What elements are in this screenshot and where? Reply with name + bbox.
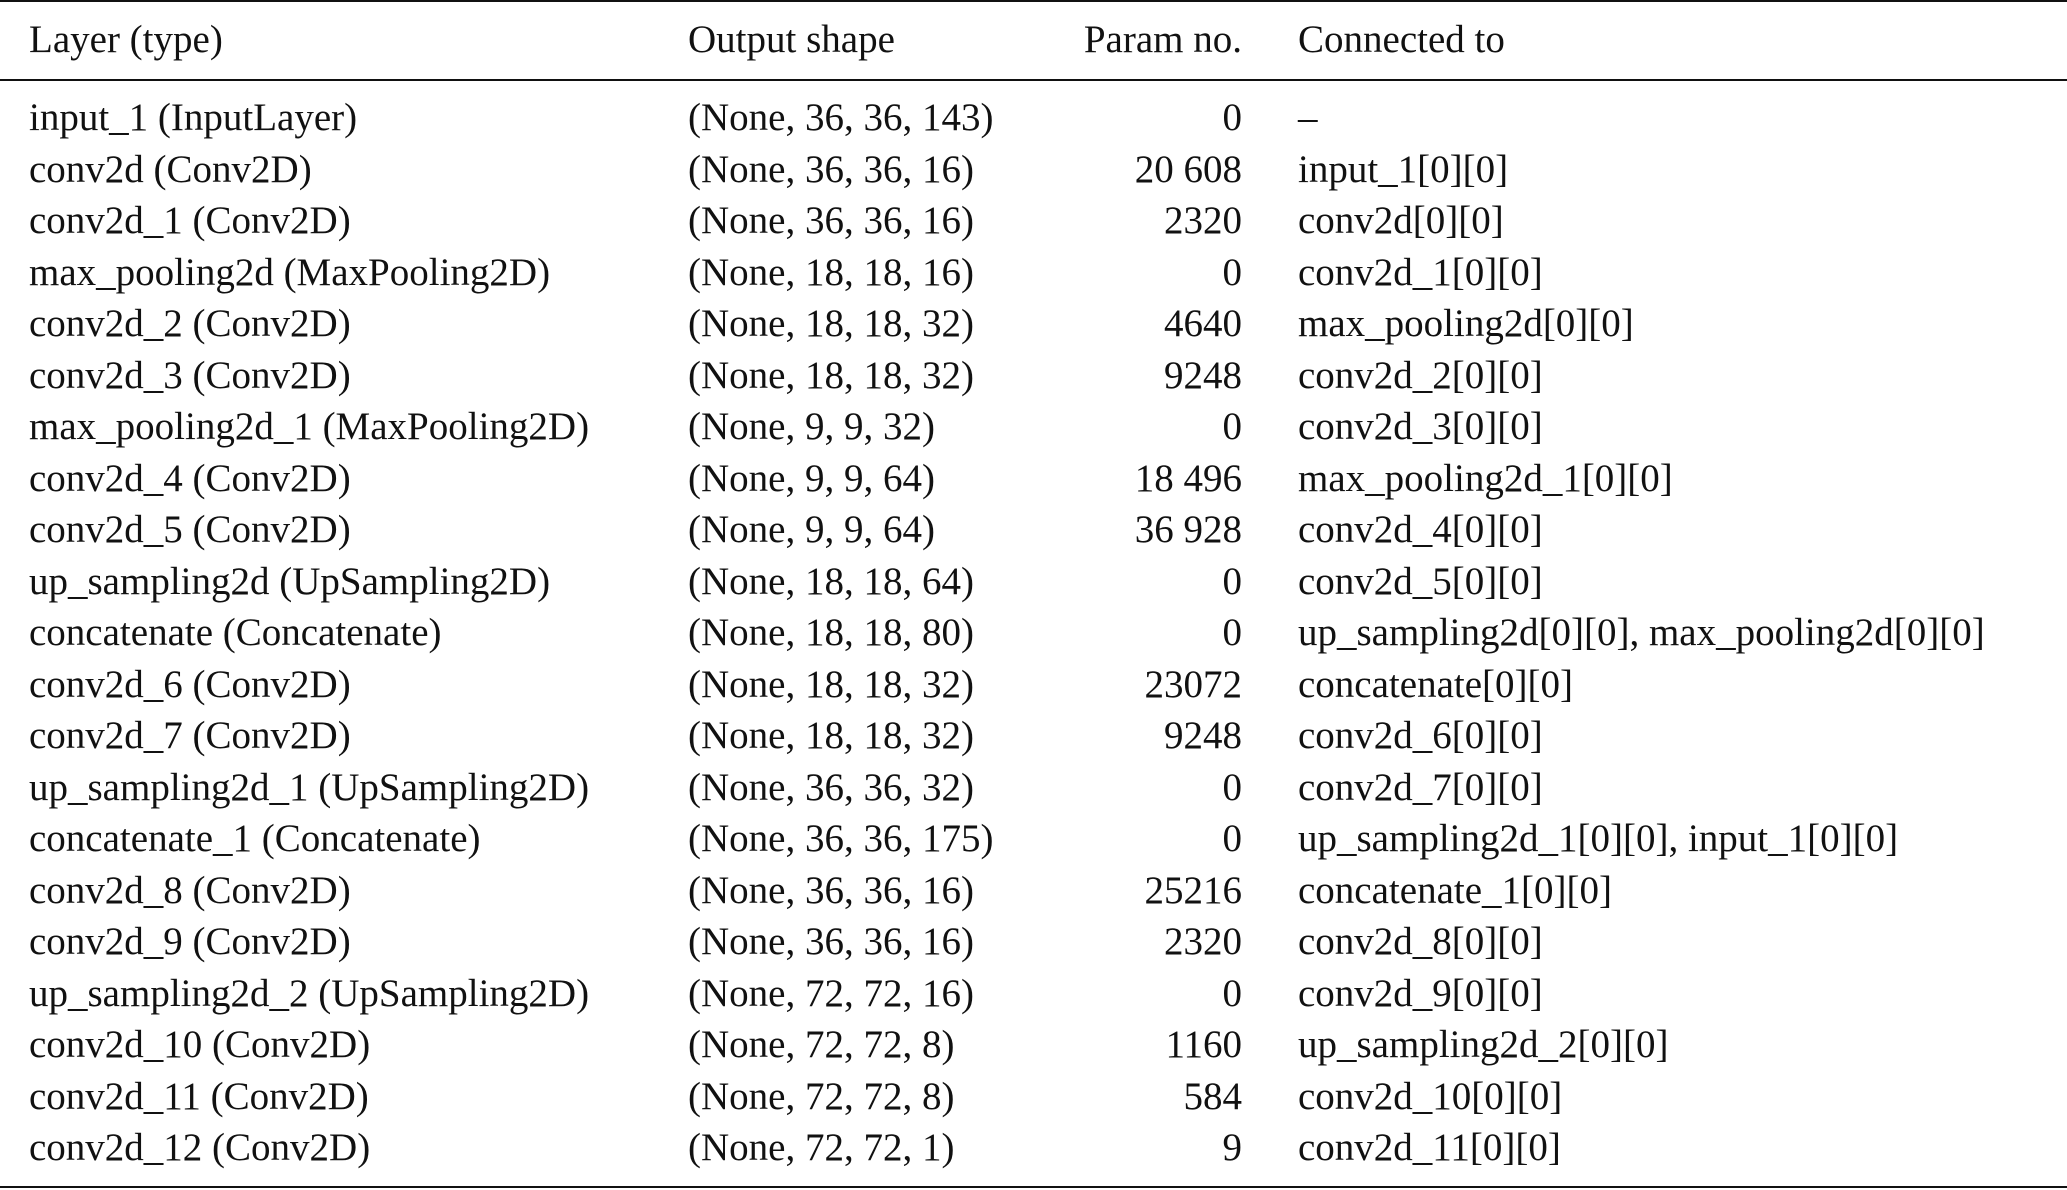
cell-output-shape: (None, 18, 18, 80) bbox=[688, 611, 974, 654]
cell-output-shape: (None, 72, 72, 16) bbox=[688, 971, 974, 1015]
cell-layer: concatenate (Concatenate) bbox=[29, 611, 442, 654]
cell-output-shape: (None, 36, 36, 16) bbox=[688, 147, 974, 191]
cell-connected-to: conv2d_10[0][0] bbox=[1298, 1074, 1563, 1118]
table-row bbox=[0, 350, 2067, 401]
table-row bbox=[0, 247, 2067, 298]
header-output-shape: Output shape bbox=[688, 18, 895, 61]
table-row bbox=[0, 1122, 2067, 1173]
cell-layer: conv2d_5 (Conv2D) bbox=[29, 508, 351, 551]
cell-connected-to: concatenate_1[0][0] bbox=[1298, 868, 1612, 912]
cell-layer: conv2d_12 (Conv2D) bbox=[29, 1126, 371, 1169]
cell-param-count: 0 bbox=[1222, 96, 1242, 139]
table-row bbox=[0, 916, 2067, 967]
cell-output-shape: (None, 72, 72, 8) bbox=[688, 1074, 955, 1118]
cell-output-shape: (None, 18, 18, 32) bbox=[688, 302, 974, 345]
table-row bbox=[0, 92, 2067, 143]
cell-layer: input_1 (InputLayer) bbox=[29, 96, 358, 139]
table-row bbox=[0, 813, 2067, 864]
table-row bbox=[0, 968, 2067, 1019]
cell-connected-to: conv2d_3[0][0] bbox=[1298, 405, 1543, 448]
cell-output-shape: (None, 36, 36, 175) bbox=[688, 817, 994, 860]
cell-connected-to: – bbox=[1298, 96, 1318, 139]
cell-connected-to: conv2d_9[0][0] bbox=[1298, 971, 1543, 1015]
cell-connected-to: conv2d_4[0][0] bbox=[1298, 508, 1543, 551]
cell-output-shape: (None, 72, 72, 8) bbox=[688, 1023, 955, 1066]
cell-layer: concatenate_1 (Concatenate) bbox=[29, 817, 481, 860]
cell-connected-to: max_pooling2d[0][0] bbox=[1298, 302, 1634, 345]
header-param-count: Param no. bbox=[1083, 18, 1242, 61]
top-rule bbox=[0, 0, 2067, 2]
cell-layer: up_sampling2d_1 (UpSampling2D) bbox=[29, 765, 590, 809]
header-connected-to: Connected to bbox=[1298, 18, 1505, 61]
table-row bbox=[0, 762, 2067, 813]
cell-param-count: 0 bbox=[1222, 971, 1242, 1015]
cell-layer: conv2d_8 (Conv2D) bbox=[29, 868, 351, 912]
cell-layer: up_sampling2d_2 (UpSampling2D) bbox=[29, 971, 590, 1015]
cell-layer: up_sampling2d (UpSampling2D) bbox=[29, 559, 551, 603]
cell-param-count: 0 bbox=[1222, 250, 1242, 294]
cell-output-shape: (None, 9, 9, 64) bbox=[688, 456, 935, 500]
cell-layer: conv2d_2 (Conv2D) bbox=[29, 302, 351, 345]
cell-output-shape: (None, 18, 18, 16) bbox=[688, 250, 974, 294]
cell-connected-to: conv2d_1[0][0] bbox=[1298, 250, 1543, 294]
cell-layer: conv2d_10 (Conv2D) bbox=[29, 1023, 371, 1066]
cell-param-count: 36 928 bbox=[1134, 508, 1242, 551]
cell-output-shape: (None, 18, 18, 64) bbox=[688, 559, 974, 603]
cell-param-count: 25216 bbox=[1144, 868, 1242, 912]
cell-param-count: 0 bbox=[1222, 559, 1242, 603]
cell-param-count: 9248 bbox=[1164, 353, 1242, 397]
cell-layer: conv2d_4 (Conv2D) bbox=[29, 456, 351, 500]
cell-output-shape: (None, 36, 36, 16) bbox=[688, 199, 974, 242]
cell-connected-to: conv2d_2[0][0] bbox=[1298, 353, 1543, 397]
cell-output-shape: (None, 36, 36, 143) bbox=[688, 96, 994, 139]
cell-param-count: 4640 bbox=[1164, 302, 1242, 345]
cell-connected-to: conv2d_6[0][0] bbox=[1298, 714, 1543, 757]
cell-param-count: 1160 bbox=[1165, 1023, 1242, 1066]
cell-connected-to: max_pooling2d_1[0][0] bbox=[1298, 456, 1673, 500]
bottom-rule bbox=[0, 1186, 2067, 1188]
header-rule bbox=[0, 79, 2067, 81]
table-row bbox=[0, 1019, 2067, 1070]
cell-param-count: 20 608 bbox=[1134, 147, 1242, 191]
cell-output-shape: (None, 9, 9, 64) bbox=[688, 508, 935, 551]
cell-connected-to: up_sampling2d[0][0], max_pooling2d[0][0] bbox=[1298, 611, 1985, 654]
cell-param-count: 0 bbox=[1222, 765, 1242, 809]
cell-connected-to: conv2d[0][0] bbox=[1298, 199, 1504, 242]
cell-layer: conv2d_3 (Conv2D) bbox=[29, 353, 351, 397]
table-row bbox=[0, 1071, 2067, 1122]
table-row bbox=[0, 710, 2067, 761]
cell-output-shape: (None, 36, 36, 16) bbox=[688, 868, 974, 912]
cell-output-shape: (None, 36, 36, 16) bbox=[688, 920, 974, 963]
cell-layer: conv2d_9 (Conv2D) bbox=[29, 920, 351, 963]
cell-output-shape: (None, 18, 18, 32) bbox=[688, 714, 974, 757]
table-row bbox=[0, 556, 2067, 607]
cell-layer: conv2d_1 (Conv2D) bbox=[29, 199, 351, 242]
cell-connected-to: up_sampling2d_1[0][0], input_1[0][0] bbox=[1298, 817, 1899, 860]
cell-output-shape: (None, 36, 36, 32) bbox=[688, 765, 974, 809]
cell-layer: conv2d (Conv2D) bbox=[29, 147, 312, 191]
cell-layer: conv2d_7 (Conv2D) bbox=[29, 714, 351, 757]
cell-layer: max_pooling2d (MaxPooling2D) bbox=[29, 250, 551, 294]
cell-param-count: 2320 bbox=[1164, 920, 1242, 963]
cell-output-shape: (None, 18, 18, 32) bbox=[688, 353, 974, 397]
cell-connected-to: input_1[0][0] bbox=[1298, 147, 1509, 191]
cell-connected-to: up_sampling2d_2[0][0] bbox=[1298, 1023, 1669, 1066]
table-row bbox=[0, 298, 2067, 349]
cell-connected-to: conv2d_8[0][0] bbox=[1298, 920, 1543, 963]
cell-param-count: 584 bbox=[1183, 1074, 1242, 1118]
cell-param-count: 18 496 bbox=[1134, 456, 1242, 500]
cell-layer: conv2d_11 (Conv2D) bbox=[29, 1074, 369, 1118]
cell-connected-to: conv2d_11[0][0] bbox=[1298, 1126, 1561, 1169]
table-row bbox=[0, 453, 2067, 504]
table-row bbox=[0, 607, 2067, 658]
cell-connected-to: conv2d_5[0][0] bbox=[1298, 559, 1543, 603]
cell-connected-to: conv2d_7[0][0] bbox=[1298, 765, 1543, 809]
header-layer: Layer (type) bbox=[29, 18, 223, 61]
cell-output-shape: (None, 9, 9, 32) bbox=[688, 405, 935, 448]
cell-param-count: 0 bbox=[1222, 817, 1242, 860]
cell-output-shape: (None, 18, 18, 32) bbox=[688, 662, 974, 706]
table-row bbox=[0, 659, 2067, 710]
cell-layer: max_pooling2d_1 (MaxPooling2D) bbox=[29, 405, 590, 448]
cell-param-count: 0 bbox=[1222, 405, 1242, 448]
cell-param-count: 0 bbox=[1222, 611, 1242, 654]
table-row bbox=[0, 865, 2067, 916]
header-row bbox=[0, 14, 2067, 65]
cell-param-count: 9 bbox=[1222, 1126, 1242, 1169]
cell-output-shape: (None, 72, 72, 1) bbox=[688, 1126, 955, 1169]
cell-connected-to: concatenate[0][0] bbox=[1298, 662, 1573, 706]
table-row bbox=[0, 144, 2067, 195]
cell-param-count: 9248 bbox=[1164, 714, 1242, 757]
cell-param-count: 2320 bbox=[1164, 199, 1242, 242]
table-row bbox=[0, 195, 2067, 246]
table-row bbox=[0, 401, 2067, 452]
cell-layer: conv2d_6 (Conv2D) bbox=[29, 662, 351, 706]
cell-param-count: 23072 bbox=[1144, 662, 1242, 706]
table-row bbox=[0, 504, 2067, 555]
